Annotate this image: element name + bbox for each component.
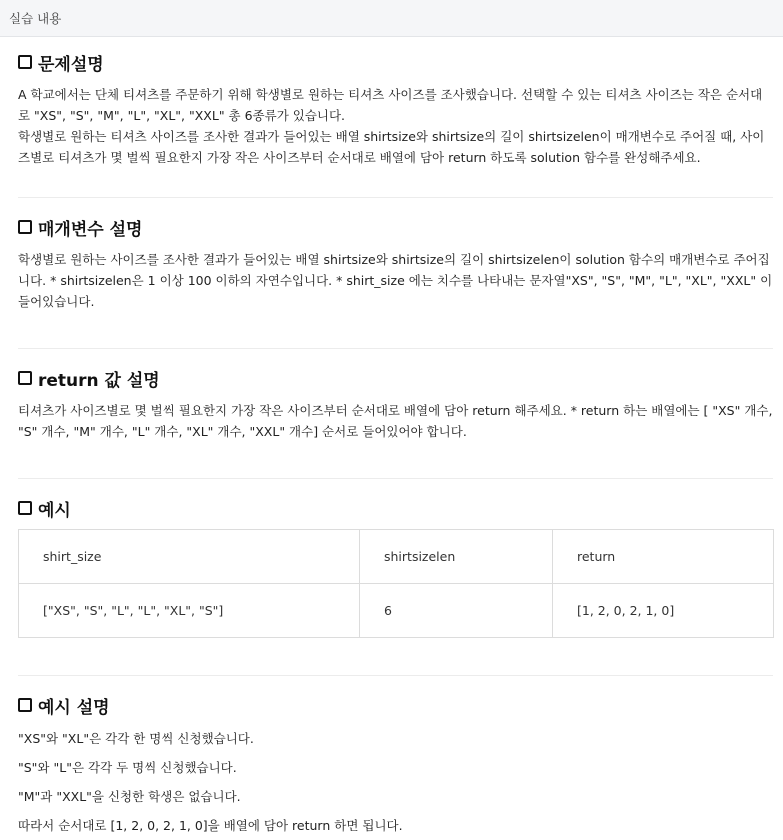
section-params: [18, 215, 773, 349]
heading-text: return 값 설명: [38, 370, 160, 391]
explain-line: "M"과 "XXL"을 신청한 학생은 없습니다.: [18, 789, 241, 804]
square-icon: [18, 501, 32, 515]
section-return: [18, 366, 773, 479]
heading-text: 매개변수 설명: [38, 219, 143, 240]
table-header-cell: shirt_size: [19, 530, 360, 584]
example-table: [18, 529, 774, 638]
square-icon: [18, 698, 32, 712]
heading-text: 예시 설명: [38, 697, 110, 718]
topbar: [0, 0, 783, 37]
section-heading: [18, 215, 773, 239]
table-header-cell: shirtsizelen: [360, 530, 553, 584]
content-area: [0, 50, 783, 840]
heading-text: 예시: [38, 500, 71, 521]
explain-line: "S"와 "L"은 각각 두 명씩 신청했습니다.: [18, 760, 237, 775]
section-heading: [18, 496, 773, 520]
table-header-cell: return: [553, 530, 774, 584]
params-paragraph: 학생별로 원하는 사이즈를 조사한 결과가 들어있는 배열 shirtsize와 shirtsize의 길이 shirtsizelen이 solution 함수의 매개변수로 주어집니다. * shirtsizelen은 1 이상 100 이하의 자연수입니다. * shirt_size 에는 치수를 나타내는 문자열"XS", "S", "M", "L", "XL", "XXL" 이 들어있습니다.: [18, 252, 773, 309]
square-icon: [18, 220, 32, 234]
table-cell: ["XS", "S", "L", "L", "XL", "S"]: [19, 584, 360, 638]
problem-paragraph: 학생별로 원하는 티셔츠 사이즈를 조사한 결과가 들어있는 배열 shirtsize와 shirtsize의 길이 shirtsizelen이 매개변수로 주어질 때, 사이즈별로 티셔츠가 몇 벌씩 필요한지 가장 작은 사이즈부터 순서대로 배열에 담아 return 하도록 solution 함수를 완성해주세요.: [18, 129, 765, 165]
square-icon: [18, 371, 32, 385]
section-explain: [18, 693, 773, 840]
section-heading: [18, 693, 773, 717]
section-example: [18, 496, 773, 676]
heading-text: 문제설명: [38, 54, 104, 75]
section-heading: [18, 50, 773, 74]
explain-line: 따라서 순서대로 [1, 2, 0, 2, 1, 0]을 배열에 담아 return 하면 됩니다.: [18, 818, 403, 833]
square-icon: [18, 55, 32, 69]
table-row: [19, 584, 774, 638]
section-problem: [18, 50, 773, 198]
table-header-row: [19, 530, 774, 584]
topbar-title: 실습 내용: [9, 11, 62, 26]
return-paragraph: 티셔츠가 사이즈별로 몇 벌씩 필요한지 가장 작은 사이즈부터 순서대로 배열에 담아 return 해주세요. * return 하는 배열에는 [ "XS" 개수, "S" 개수, "M" 개수, "L" 개수, "XL" 개수, "XXL" 개수] 순서로 들어있어야 합니다.: [18, 403, 773, 439]
section-heading: [18, 366, 773, 390]
table-cell: [1, 2, 0, 2, 1, 0]: [553, 584, 774, 638]
table-cell: 6: [360, 584, 553, 638]
problem-paragraph: A 학교에서는 단체 티셔츠를 주문하기 위해 학생별로 원하는 티셔츠 사이즈를 조사했습니다. 선택할 수 있는 티셔츠 사이즈는 작은 순서대로 "XS", "S", "M", "L", "XL", "XXL" 총 6종류가 있습니다.: [18, 87, 763, 123]
explain-line: "XS"와 "XL"은 각각 한 명씩 신청했습니다.: [18, 731, 254, 746]
